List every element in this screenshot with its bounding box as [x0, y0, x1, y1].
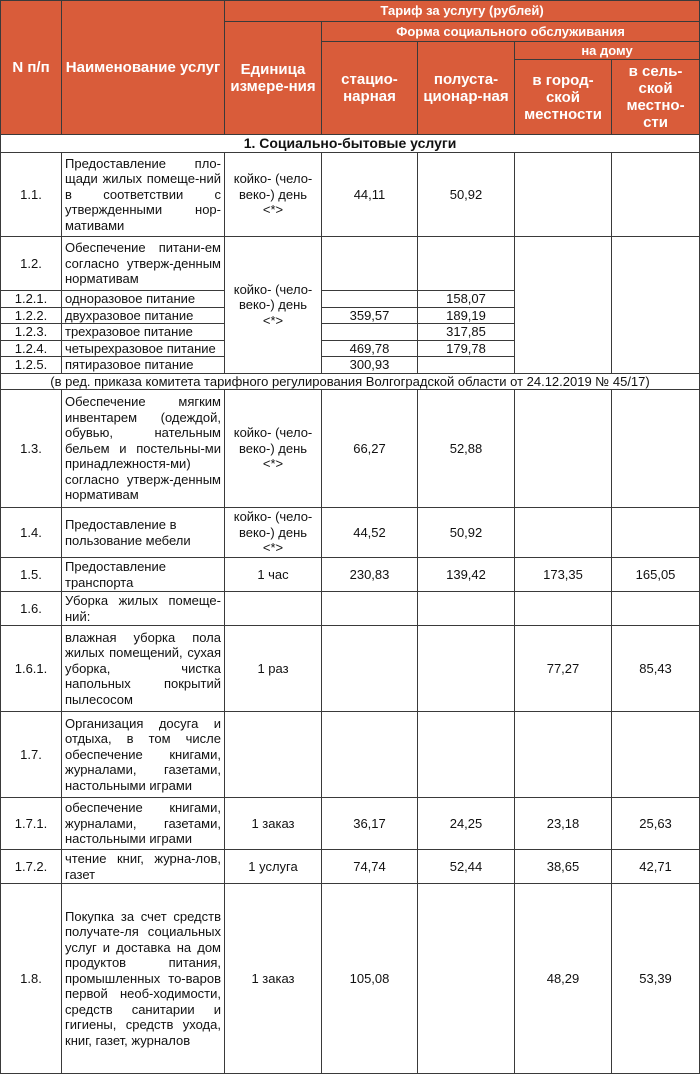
row-rural: [612, 153, 700, 237]
row-num: 1.2.: [1, 237, 62, 291]
row-name: Обеспечение питани-ем согласно утверж-денным нормативам: [62, 237, 225, 291]
row-semi-stationary: 189,19: [418, 307, 515, 324]
row-rural: [612, 237, 700, 374]
row-city: 38,65: [515, 850, 612, 884]
row-num: 1.3.: [1, 390, 62, 508]
row-stationary: [322, 324, 418, 341]
row-stationary: 230,83: [322, 558, 418, 592]
row-rural: [612, 508, 700, 558]
table-row: [1, 390, 700, 508]
row-city: [515, 508, 612, 558]
table-row: [1, 153, 700, 237]
row-semi-stationary: 158,07: [418, 291, 515, 308]
row-rural: 53,39: [612, 884, 700, 1074]
row-name: Организация досуга и отдыха, в том числе обеспечение книгами, журналами, газетами, настольными играми: [62, 712, 225, 798]
row-name: двухразовое питание: [62, 307, 225, 324]
table-row: [1, 558, 700, 592]
row-name: Покупка за счет средств получате-ля социальных услуг и доставка на дом продуктов питания, промышленных то-варов первой необ-ходимости, средств санитарии и гигиены, средств ухода, книг, газет, журналов: [62, 884, 225, 1074]
row-stationary: 469,78: [322, 340, 418, 357]
row-name: пятиразовое питание: [62, 357, 225, 374]
row-num: 1.6.1.: [1, 626, 62, 712]
header-tariff: Тариф за услугу (рублей): [225, 1, 700, 22]
row-semi-stationary: [418, 357, 515, 374]
row-name: чтение книг, журна-лов, газет: [62, 850, 225, 884]
row-name: одноразовое питание: [62, 291, 225, 308]
row-stationary: 44,11: [322, 153, 418, 237]
header-stationary: стацио-нарная: [322, 42, 418, 135]
row-unit: койко- (чело-веко-) день <*>: [225, 237, 322, 374]
header-home: на дому: [515, 42, 700, 60]
row-name: Предоставление транспорта: [62, 558, 225, 592]
row-semi-stationary: [418, 592, 515, 626]
row-rural: [612, 592, 700, 626]
row-city: [515, 390, 612, 508]
row-num: 1.4.: [1, 508, 62, 558]
row-num: 1.6.: [1, 592, 62, 626]
row-unit: 1 услуга: [225, 850, 322, 884]
row-name: четырехразовое питание: [62, 340, 225, 357]
row-city: [515, 153, 612, 237]
row-stationary: 359,57: [322, 307, 418, 324]
row-semi-stationary: [418, 237, 515, 291]
row-semi-stationary: 50,92: [418, 508, 515, 558]
row-num: 1.2.5.: [1, 357, 62, 374]
table-row: [1, 850, 700, 884]
row-semi-stationary: [418, 626, 515, 712]
row-city: [515, 237, 612, 374]
header-unit: Единица измере-ния: [225, 22, 322, 135]
table-row: [1, 508, 700, 558]
row-name: Предоставление пло-щади жилых помеще-ний в соответствии с утвержденными нор-мативами: [62, 153, 225, 237]
header-num: N п/п: [1, 1, 62, 135]
row-unit: 1 заказ: [225, 884, 322, 1074]
header-semi-stationary: полуста-ционар-ная: [418, 42, 515, 135]
row-semi-stationary: 24,25: [418, 798, 515, 850]
row-name: Предоставление в пользование мебели: [62, 508, 225, 558]
row-city: 173,35: [515, 558, 612, 592]
section-row: [1, 135, 700, 153]
row-stationary: 66,27: [322, 390, 418, 508]
row-city: [515, 592, 612, 626]
row-stationary: 74,74: [322, 850, 418, 884]
row-num: 1.8.: [1, 884, 62, 1074]
table-row: [1, 712, 700, 798]
header-name: Наименование услуг: [62, 1, 225, 135]
header-city: в город-ской местности: [515, 60, 612, 135]
row-semi-stationary: 317,85: [418, 324, 515, 341]
row-unit: 1 час: [225, 558, 322, 592]
table-row: [1, 592, 700, 626]
row-unit: койко- (чело-веко-) день <*>: [225, 153, 322, 237]
row-num: 1.5.: [1, 558, 62, 592]
row-unit: 1 заказ: [225, 798, 322, 850]
amendment-note: (в ред. приказа комитета тарифного регулирования Волгоградской области от 24.12.2019 № 45/17): [1, 373, 700, 390]
row-stationary: [322, 291, 418, 308]
row-name: обеспечение книгами, журналами, газетами, настольными играми: [62, 798, 225, 850]
row-stationary: [322, 237, 418, 291]
row-city: [515, 712, 612, 798]
row-unit: койко- (чело-веко-) день <*>: [225, 508, 322, 558]
row-stationary: 36,17: [322, 798, 418, 850]
row-name: трехразовое питание: [62, 324, 225, 341]
row-num: 1.2.1.: [1, 291, 62, 308]
table-row: [1, 237, 700, 291]
row-stationary: 105,08: [322, 884, 418, 1074]
row-num: 1.7.2.: [1, 850, 62, 884]
row-stationary: [322, 626, 418, 712]
row-unit: 1 раз: [225, 626, 322, 712]
row-name: Обеспечение мягким инвентарем (одеждой, обувью, нательным бельем и постельны-ми принадлежностя-ми) согласно утверж-денным нормативам: [62, 390, 225, 508]
row-unit: [225, 592, 322, 626]
header-rural: в сель-ской местно-сти: [612, 60, 700, 135]
row-semi-stationary: 139,42: [418, 558, 515, 592]
row-stationary: [322, 712, 418, 798]
row-name: Уборка жилых помеще-ний:: [62, 592, 225, 626]
row-rural: 165,05: [612, 558, 700, 592]
row-stationary: 300,93: [322, 357, 418, 374]
row-name: влажная уборка пола жилых помещений, сухая уборка, чистка напольных покрытий пылесосом: [62, 626, 225, 712]
row-semi-stationary: [418, 884, 515, 1074]
row-num: 1.1.: [1, 153, 62, 237]
row-num: 1.2.3.: [1, 324, 62, 341]
section-title: 1. Социально-бытовые услуги: [1, 135, 700, 153]
table-row: [1, 798, 700, 850]
row-semi-stationary: [418, 712, 515, 798]
row-rural: [612, 390, 700, 508]
row-semi-stationary: 50,92: [418, 153, 515, 237]
row-rural: 42,71: [612, 850, 700, 884]
row-city: 77,27: [515, 626, 612, 712]
row-semi-stationary: 179,78: [418, 340, 515, 357]
row-rural: 25,63: [612, 798, 700, 850]
row-num: 1.2.4.: [1, 340, 62, 357]
row-num: 1.7.: [1, 712, 62, 798]
row-stationary: 44,52: [322, 508, 418, 558]
header-form: Форма социального обслуживания: [322, 22, 700, 42]
row-num: 1.2.2.: [1, 307, 62, 324]
row-city: 48,29: [515, 884, 612, 1074]
row-unit: [225, 712, 322, 798]
row-unit: койко- (чело-веко-) день <*>: [225, 390, 322, 508]
row-rural: 85,43: [612, 626, 700, 712]
row-rural: [612, 712, 700, 798]
row-num: 1.7.1.: [1, 798, 62, 850]
table-header: [1, 1, 700, 135]
row-semi-stationary: 52,88: [418, 390, 515, 508]
row-stationary: [322, 592, 418, 626]
table-row: [1, 884, 700, 1074]
row-semi-stationary: 52,44: [418, 850, 515, 884]
table-row: [1, 626, 700, 712]
amendment-note-row: [1, 373, 700, 390]
row-city: 23,18: [515, 798, 612, 850]
